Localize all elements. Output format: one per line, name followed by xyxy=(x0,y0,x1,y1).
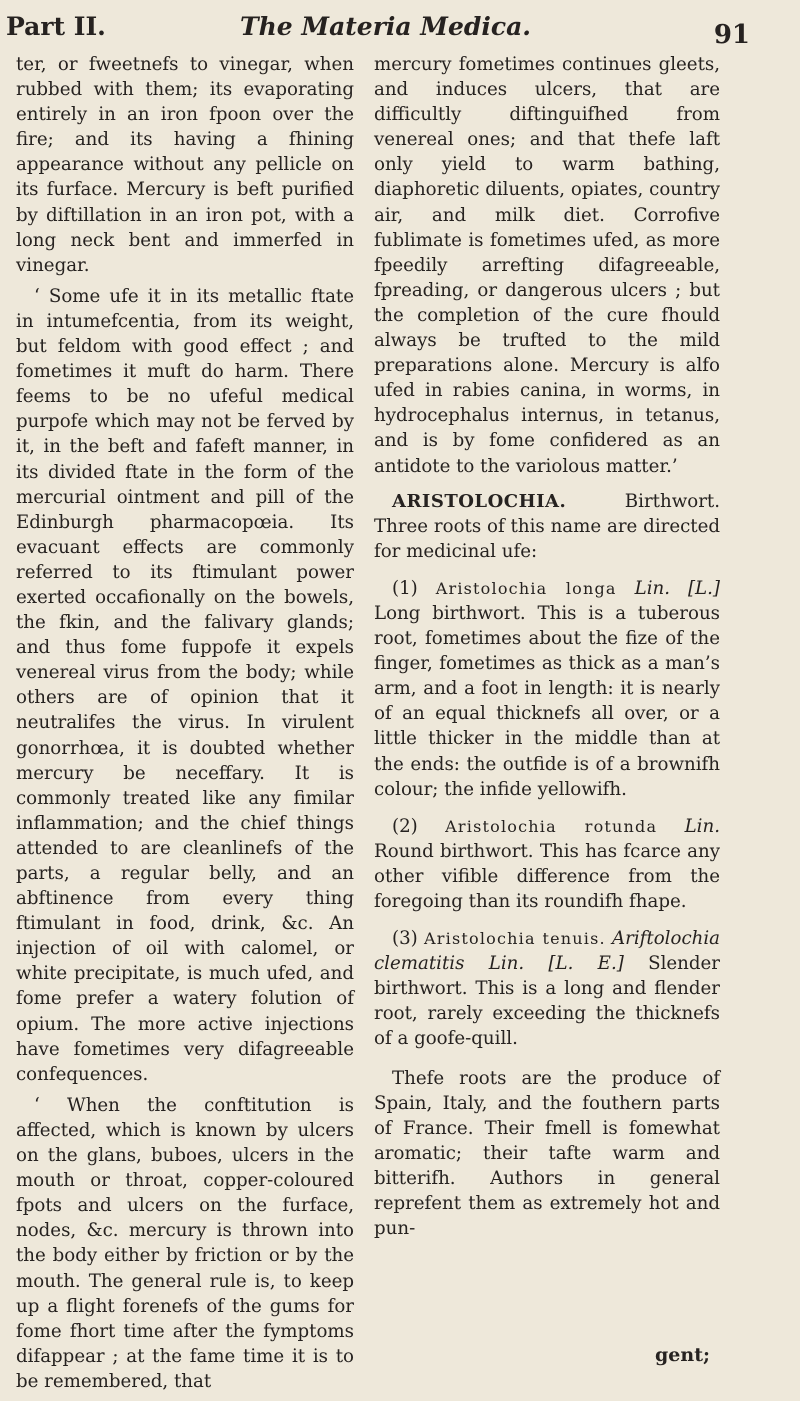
aristolochia-heading xyxy=(374,489,720,564)
heading-caps: ARISTOLOCHIA. xyxy=(392,490,567,512)
entry-3-number: (3) xyxy=(392,928,425,950)
entry-3-name: Aristolochia tenuis. xyxy=(424,929,606,949)
left-paragraph-3: ‘ When the conftitution is affected, which is known by ulcers on the glans, buboes, ulcers in the mouth or throat, copper-coloured fpots and ulcers on the furface, nodes, &c. mercury is thrown into the body either by friction or by the mouth. The general rule is, to keep up a flight forenefs of the gums for fome fhort time after the fymptoms difappear ; at the fame time it is to be remembered, that xyxy=(16,1094,354,1392)
page-number: 91 xyxy=(713,20,750,50)
right-column xyxy=(374,52,720,1241)
left-paragraph-1: ter, or fweetnefs to vinegar, when rubbed with them; its evaporating entirely in an iron fpoon over the fire; and its having a fhining appearance without any pellicle on its furface. Mercury is beft purified by diftillation in an iron pot, with a long neck bent and immerfed in vinegar. xyxy=(16,54,354,276)
right-paragraph-last: Thefe roots are the produce of Spain, Italy, and the fouthern parts of France. Their fmell is fomewhat aromatic; their tafte warm and bitterifh. Authors in general reprefent them as extremely hot and pun- xyxy=(374,1067,720,1240)
entry-3-authority: Ariftolochia clematitis Lin. [L. E.] xyxy=(374,928,720,975)
entry-3 xyxy=(374,926,720,1051)
left-paragraph-2: ‘ Some ufe it in its metallic ftate in intumefcentia, from its weight, but feldom with good effect ; and fometimes it muft do harm. There feems to be no ufeful medical purpofe which may not be ferved by it, in the beft and fafeft manner, in its divided ftate in the form of the mercurial ointment and pill of the Edinburgh pharmacopœia. Its evacuant effects are commonly referred to its ftimulant power exerted occafionally on the bowels, the fkin, and the falivary glands; and thus fome fuppofe it expels venereal virus from the body; while others are of opinion that it neutralifes the virus. In virulent gonorrhœa, it is doubted whether mercury be neceffary. It is commonly treated like any fimilar inflammation; and the chief things attended to are cleanlinefs of the parts, a regular belly, and an abftinence from every thing ftimulant in food, drink, &c. An injection of oil with calomel, or white precipitate, is much ufed, and fome prefer a watery folution of opium. The more active injections have fometimes very difagreeable confequences. xyxy=(16,285,354,1085)
catchword: gent; xyxy=(655,1344,710,1366)
heading-text: Birthwort. Three roots of this name are directed for medicinal ufe: xyxy=(374,490,720,562)
entry-2-authority: Lin. xyxy=(657,815,720,837)
entry-1-name: Aristolochia longa xyxy=(435,578,617,598)
entry-2-number: (2) xyxy=(392,815,446,837)
entry-2-name: Aristolochia rotunda xyxy=(445,816,658,836)
entry-2-text: Round birthwort. This has fcarce any other vifible difference from the foregoing than its roundifh fhape. xyxy=(374,840,720,912)
running-title: The Materia Medica. xyxy=(240,12,531,41)
entry-1-text: Long birthwort. This is a tuberous root, fometimes about the fize of the finger, fometimes as thick as a man’s arm, and a foot in length: it is nearly of an equal thicknefs all over, or a little thicker in the middle than at the ends: the outfide is of a brownifh colour; the infide yellowifh. xyxy=(374,602,720,800)
entry-3-text: Slender birthwort. This is a long and flender root, rarely exceeding the thicknefs of a goofe-quill. xyxy=(374,953,720,1050)
entry-1-authority: Lin. [L.] xyxy=(616,577,720,599)
entry-1-number: (1) xyxy=(392,577,436,599)
left-column xyxy=(16,52,354,1394)
entry-2 xyxy=(374,814,720,914)
part-label: Part II. xyxy=(6,12,106,41)
right-paragraph-1: mercury fometimes continues gleets, and induces ulcers, that are difficultly diftinguifhed from venereal ones; and that thefe laft only yield to warm bathing, diaphoretic diluents, opiates, country air, and milk diet. Corrofive fublimate is fometimes ufed, as more fpeedily arrefting difagreeable, fpreading, or dangerous ulcers ; but the completion of the cure fhould always be trufted to the mild preparations alone. Mercury is alfo ufed in rabies canina, in worms, in hydrocephalus internus, in tetanus, and is by fome confidered as an antidote to the variolous matter.’ xyxy=(374,54,720,477)
entry-1 xyxy=(374,576,720,802)
running-header xyxy=(0,8,800,54)
